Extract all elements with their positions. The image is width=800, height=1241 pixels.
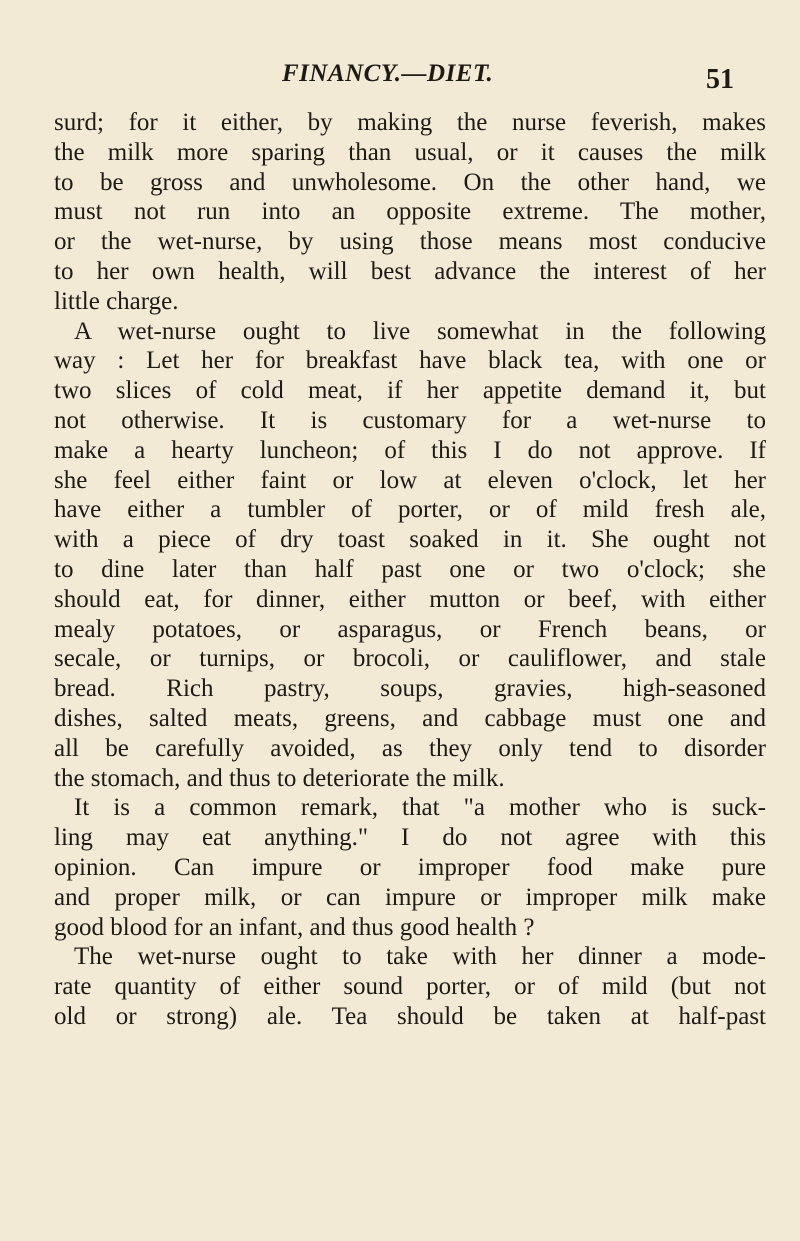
text-line: should eat, for dinner, either mutton or beef, with either [54,585,766,613]
text-line: must not run into an opposite extreme. The mother, [54,198,766,226]
text-line: surd; for it either, by making the nurse feverish, makes [54,109,766,136]
text-line: mealy potatoes, or asparagus, or French beans, or [54,615,766,643]
text-line: all be carefully avoided, as they only tend to disorder [54,734,766,762]
text-line: or the wet-nurse, by using those means most conducive [54,228,766,256]
text-line: and proper milk, or can impure or improper milk make [54,883,766,911]
text-line: rate quantity of either sound porter, or of mild (but not [54,973,766,1001]
text-line: she feel either faint or low at eleven o'clock, let her [54,466,766,494]
running-title: FINANCY.—DIET. [282,60,494,87]
text-line: not otherwise. It is customary for a wet-nurse to [54,406,766,434]
text-line: to be gross and unwholesome. On the other hand, we [54,168,766,196]
text-line: bread. Rich pastry, soups, gravies, high-seasoned [54,675,766,703]
text-line: old or strong) ale. Tea should be taken at half-past [54,1002,766,1030]
text-line: to her own health, will best advance the interest of her [54,257,766,285]
text-line: dishes, salted meats, greens, and cabbage must one and [54,704,766,732]
text-line: opinion. Can impure or improper food make pure [54,853,766,881]
text-line: the milk more sparing than usual, or it causes the milk [54,138,766,166]
text-line: ling may eat anything." I do not agree with this [54,824,766,852]
text-line: A wet-nurse ought to live somewhat in the following [74,317,766,345]
text-line: make a hearty luncheon; of this I do not approve. If [54,436,766,464]
text-line: to dine later than half past one or two o'clock; she [54,555,766,583]
text-line: have either a tumbler of porter, or of mild fresh ale, [54,496,766,524]
page-number: 51 [706,64,734,95]
running-head [0,58,800,98]
text-line: with a piece of dry toast soaked in it. She ought not [54,526,766,554]
text-line: little charge. [54,287,179,315]
text-line: way : Let her for breakfast have black tea, with one or [54,347,766,375]
text-line: secale, or turnips, or brocoli, or cauliflower, and stale [54,645,766,673]
text-line: the stomach, and thus to deteriorate the milk. [54,764,505,792]
text-line: The wet-nurse ought to take with her dinner a mode- [74,943,766,971]
text-line: two slices of cold meat, if her appetite demand it, but [54,377,766,405]
text-line: good blood for an infant, and thus good health ? [54,913,535,941]
body-text [54,108,766,1032]
text-line: It is a common remark, that "a mother who is suck- [74,794,766,822]
